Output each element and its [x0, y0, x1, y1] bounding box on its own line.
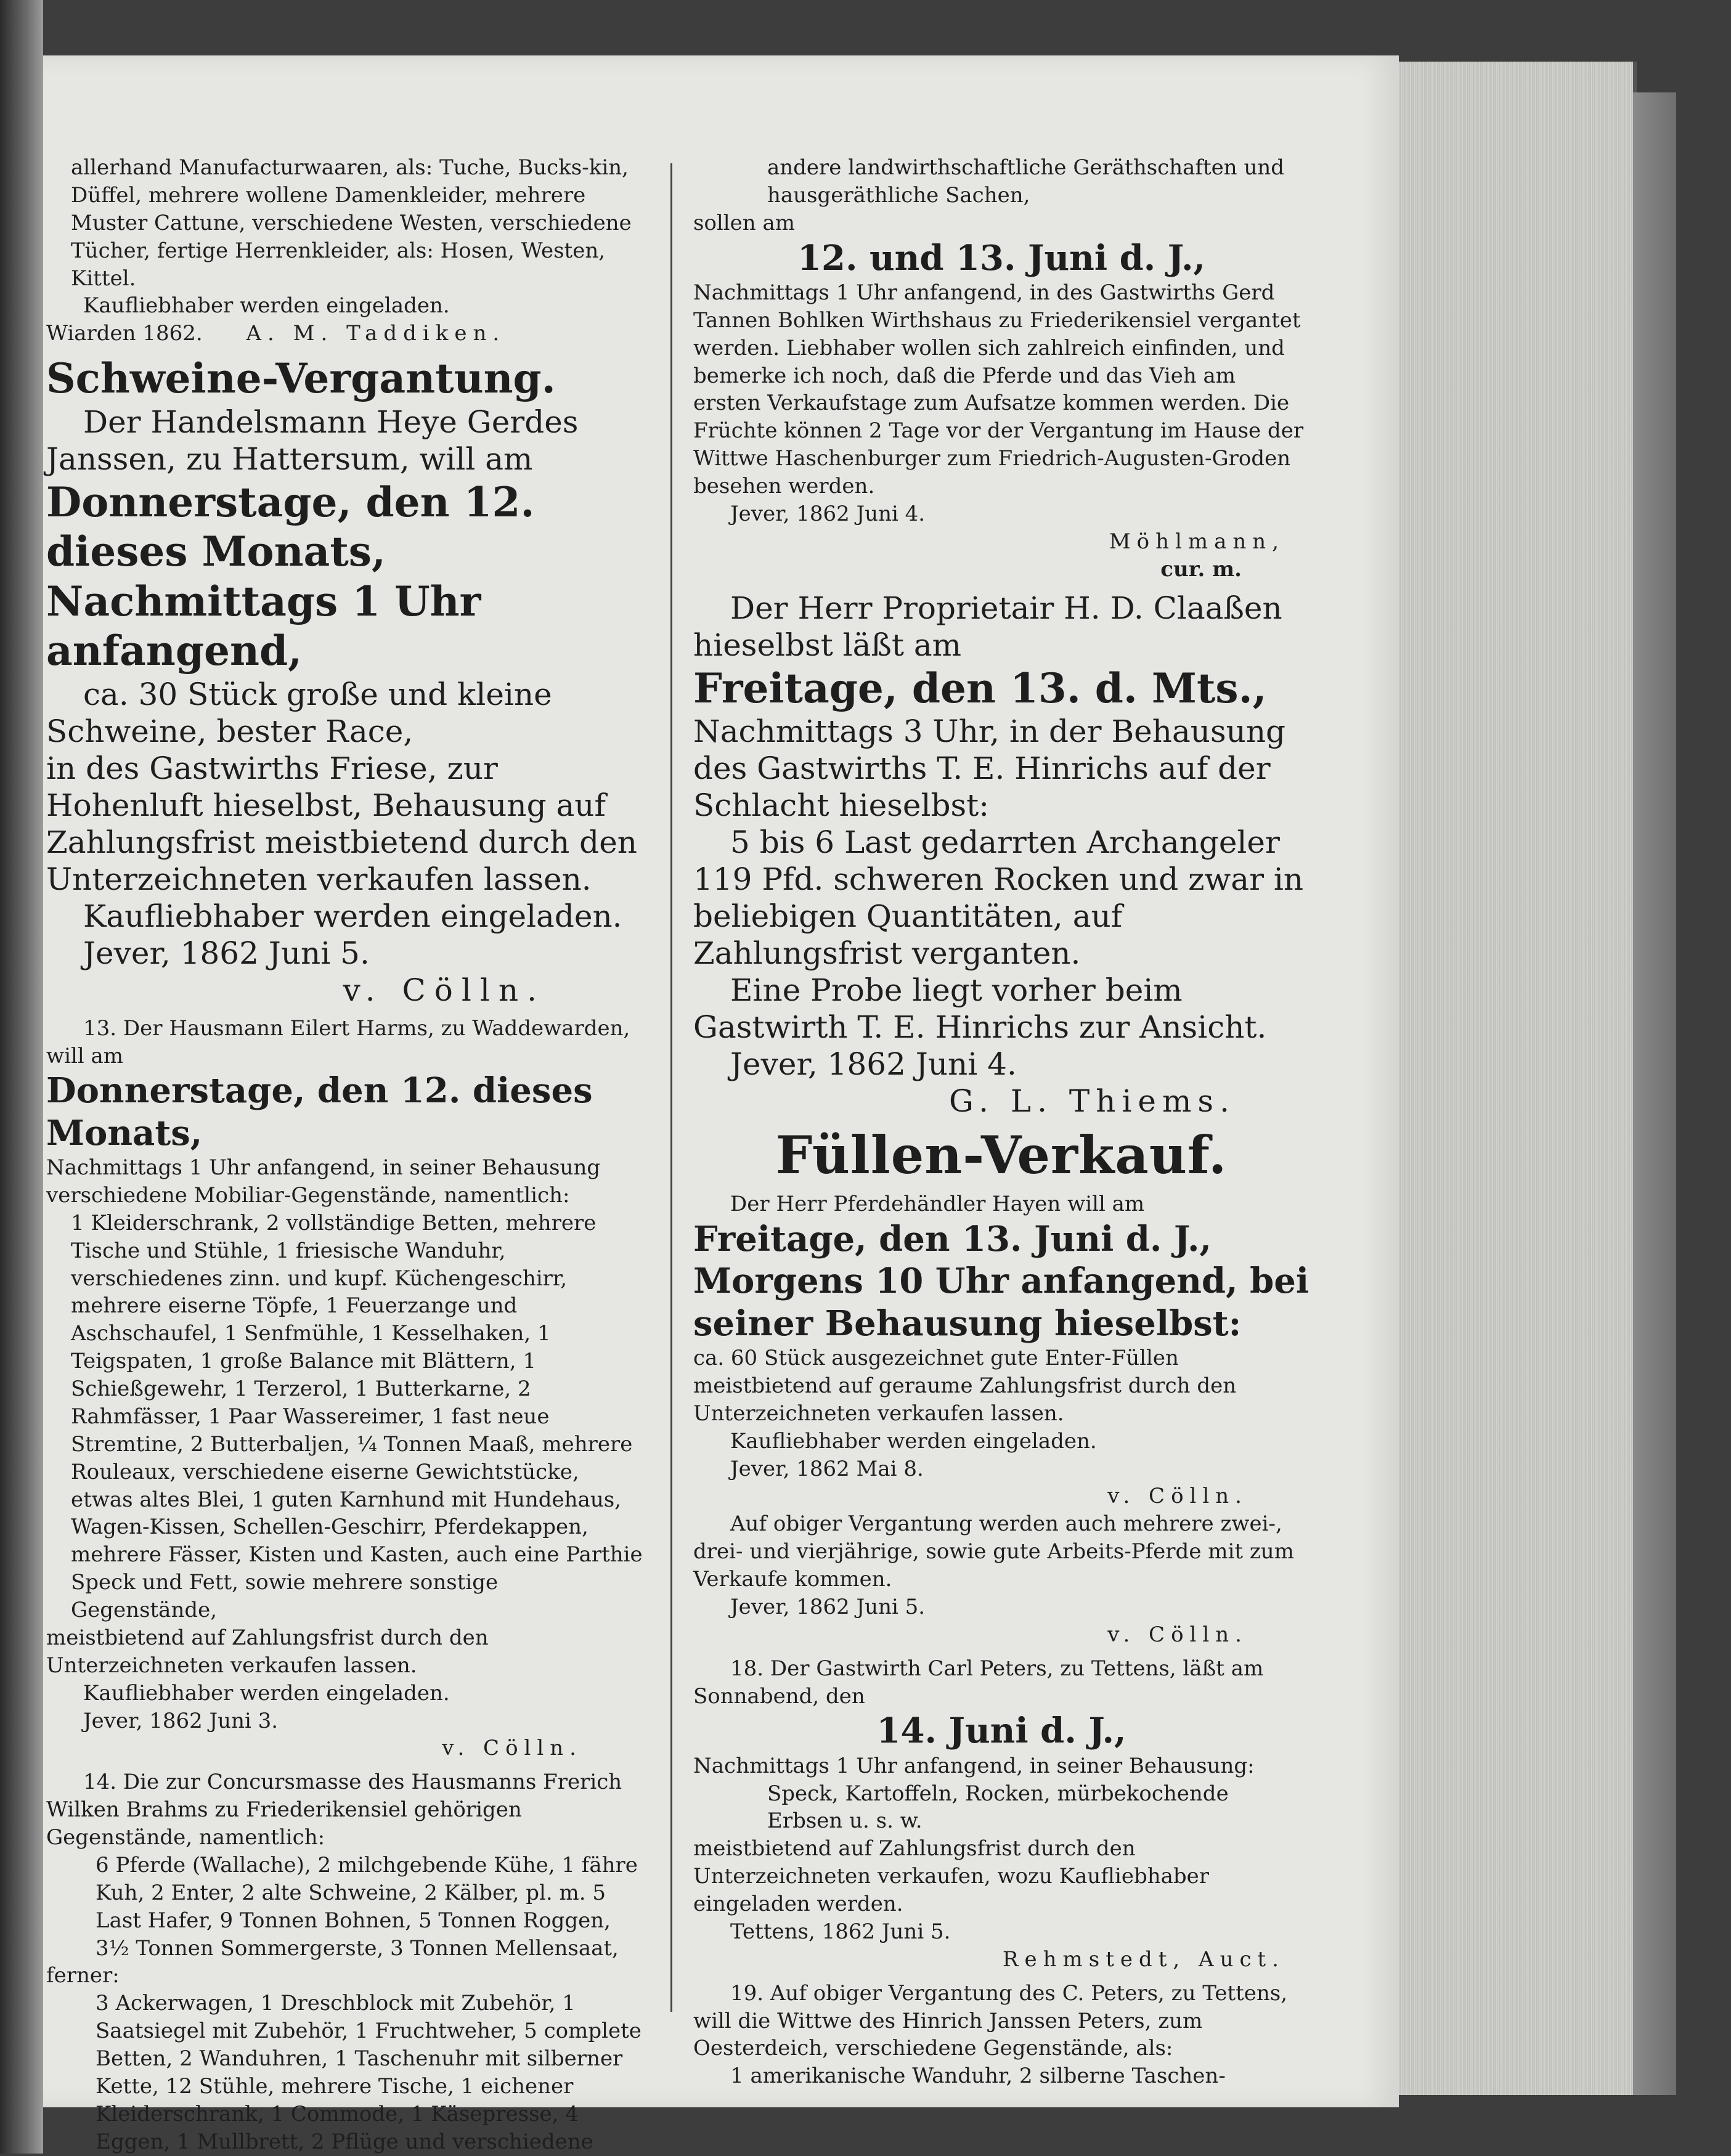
notice-14-items: 6 Pferde (Wallache), 2 milchgebende Kühe, 1 fähre Kuh, 2 Enter, 2 alte Schweine, 2 Kälber, pl. m. 5 Last Hafer, 9 Tonnen Bohnen, 5 Tonnen Roggen, 3½ Tonnen Sommergerste, 3 Tonnen Mellensaat,: [96, 1852, 638, 1961]
notice-13-close: meistbietend auf Zahlungsfrist durch den Unterzeichneten verkaufen lassen.: [46, 1625, 489, 1678]
place-date: Jever, 1862 Juni 4.: [730, 1046, 1017, 1083]
left-column: [46, 154, 644, 2154]
notice-19-items: 1 amerikanische Wanduhr, 2 silberne Taschen-: [730, 2064, 1226, 2089]
notice-18-close: meistbietend auf Zahlungsfrist durch den Unterzeichneten verkaufen, wozu Kaufliebhaber eingeladen werden.: [693, 1836, 1210, 1917]
book-cover: [1633, 92, 1676, 2095]
notice-13-items: 1 Kleiderschrank, 2 vollständige Betten, mehrere Tische und Stühle, 1 friesische Wanduhr, verschiedenes zinn. und kupf. Küchengeschirr, mehrere eiserne Töpfe, 1 Feuerzange und Aschschaufel, 1 Senfmühle, 1 Kesselhaken, 1 Teigspaten, 1 große Balance mit Blättern, 1 Schießgewehr, 1 Terzerol, 1 Butterkarne, 2 Rahmfässer, 1 Paar Wassereimer, 1 fast neue Stremtine, 2 Butterbaljen, ¼ Tonnen Maaß, mehrere Rouleaux, verschiedene eiserne Gewichtstücke, etwas altes Blei, 1 guten Karnhund mit Hundehaus, Wagen-Kissen, Schellen-Geschirr, Pferdekappen, mehrere Fässer, Kisten und Kasten, auch eine Parthie Speck und Fett, sowie mehrere sonstige Gegenstände,: [71, 1210, 643, 1623]
notice-proprietair-intro: Der Herr Proprietair H. D. Claaßen hieselbst läßt am: [693, 590, 1282, 663]
auction-date: Donnerstage, den 12. dieses Monats, Nachmittags 1 Uhr anfangend,: [46, 478, 535, 675]
notice-13-text: Nachmittags 1 Uhr anfangend, in seiner Behausung verschiedene Mobiliar-Gegenstände, namentlich:: [46, 1155, 601, 1208]
heading-fuellen-verkauf: Füllen-Verkauf.: [775, 1125, 1228, 1186]
auction-location: in des Gastwirths Friese, zur Hohenluft hieselbst, Behausung auf Zahlungsfrist meistbietend durch den Unterzeichneten verkaufen lassen.: [46, 750, 637, 897]
invite-text: Kaufliebhaber werden eingeladen.: [83, 293, 450, 319]
notice-18-text: Nachmittags 1 Uhr anfangend, in seiner Behausung:: [693, 1753, 1255, 1778]
signature: v. Cölln.: [343, 972, 545, 1008]
place-date: Jever, 1862 Juni 4.: [730, 501, 926, 526]
notice-14-continued: andere landwirthschaftliche Geräthschaften und hausgeräthliche Sachen,: [767, 155, 1285, 208]
signature: A. M. Taddiken.: [246, 321, 506, 346]
place-date: Jever, 1862 Mai 8.: [730, 1456, 924, 1481]
signature: v. Cölln.: [1107, 1484, 1248, 1509]
notice-18-items: Speck, Kartoffeln, Rocken, mürbekochende Erbsen u. s. w.: [767, 1781, 1229, 1834]
notice-14-sollen: sollen am: [693, 210, 796, 235]
notice-13-date: Donnerstage, den 12. dieses Monats,: [46, 1070, 593, 1153]
signature: G. L. Thiems.: [948, 1083, 1236, 1120]
signature-title: cur. m.: [1160, 556, 1242, 582]
notice-18-intro: 18. Der Gastwirth Carl Peters, zu Tettens, läßt am Sonnabend, den: [693, 1656, 1264, 1709]
notice-19-intro: 19. Auf obiger Vergantung des C. Peters, zu Tettens, will die Wittwe des Hinrich Janssen Peters, zum Oesterdeich, verschiedene Gegenstände, als:: [693, 1980, 1288, 2061]
place-date: Jever, 1862 Juni 3.: [83, 1708, 279, 1733]
invite-text: Kaufliebhaber werden eingeladen.: [83, 898, 622, 934]
notice-fuellen-intro: Der Herr Pferdehändler Hayen will am: [730, 1192, 1145, 1217]
auction-goods: ca. 30 Stück große und kleine Schweine, bester Race,: [46, 676, 552, 749]
notice-fuellen-note: Auf obiger Vergantung werden auch mehrere zwei-, drei- und vierjährige, sowie gute Arbeits-Pferde mit zum Verkaufe kommen.: [693, 1511, 1294, 1592]
previous-page-edge: [0, 0, 43, 2154]
notice-proprietair-time: Nachmittags 3 Uhr, in der Behausung des Gastwirths T. E. Hinrichs auf der Schlacht hieselbst:: [693, 714, 1286, 824]
notice-14-date: 12. und 13. Juni d. J.,: [797, 237, 1205, 279]
notice-18-date: 14. Juni d. J.,: [876, 1711, 1126, 1752]
place-date: Jever, 1862 Juni 5.: [730, 1594, 926, 1619]
notice-14-ferner: ferner:: [46, 1963, 120, 1988]
notice-14-text: Nachmittags 1 Uhr anfangend, in des Gastwirths Gerd Tannen Bohlken Wirthshaus zu Friederikensiel vergantet werden. Liebhaber wollen sich zahlreich einfinden, und bemerke ich noch, daß die Pferde und das Vieh am ersten Verkaufstage zum Aufsatze kommen werden. Die Früchte können 2 Tage vor der Vergantung im Hause der Wittwe Haschenburger zum Friedrich-Augusten-Groden besehen werden.: [693, 280, 1304, 499]
place-date: Tettens, 1862 Juni 5.: [730, 1919, 951, 1944]
invite-text: Kaufliebhaber werden eingeladen.: [730, 1428, 1097, 1454]
book-page-edges: [1399, 62, 1637, 2095]
invite-text: Kaufliebhaber werden eingeladen.: [83, 1680, 450, 1706]
signature-line: [46, 320, 644, 348]
notice-fuellen-text: ca. 60 Stück ausgezeichnet gute Enter-Füllen meistbietend auf geraume Zahlungsfrist durch den Unterzeichneten verkaufen lassen.: [693, 1346, 1237, 1426]
notice-proprietair-probe: Eine Probe liegt vorher beim Gastwirth T. E. Hinrichs zur Ansicht.: [693, 972, 1267, 1046]
notice-proprietair-date: Freitage, den 13. d. Mts.,: [693, 664, 1267, 712]
notice-14-items-2: 3 Ackerwagen, 1 Dreschblock mit Zubehör, 1 Saatsiegel mit Zubehör, 1 Fruchtweher, 5 complete Betten, 2 Wanduhren, 1 Taschenuhr mit silberner Kette, 12 Stühle, mehrere Tische, 1 eichener Kleiderschrank, 1 Commode, 1 Käsepresse, 4 Eggen, 1 Mullbrett, 2 Pflüge und verschiedene: [96, 1991, 641, 2154]
auction-intro: Der Handelsmann Heye Gerdes Janssen, zu Hattersum, will am: [46, 404, 579, 477]
signature: Rehmstedt, Auct.: [1002, 1947, 1285, 1972]
place-date: Wiarden 1862.: [46, 321, 203, 346]
notice-14-intro: 14. Die zur Concursmasse des Hausmanns Frerich Wilken Brahms zu Friederikensiel gehörigen Gegenstände, namentlich:: [46, 1770, 622, 1850]
notice-fuellen-date: Freitage, den 13. Juni d. J., Morgens 10 Uhr anfangend, bei seiner Behausung hieselbst:: [693, 1219, 1309, 1344]
place-date: Jever, 1862 Juni 5.: [83, 935, 370, 971]
signature: v. Cölln.: [442, 1736, 582, 1761]
signature: Möhlmann,: [1109, 529, 1285, 554]
heading-schweine-vergantung: Schweine-Vergantung.: [46, 354, 556, 403]
goods-list: allerhand Manufacturwaaren, als: Tuche, Bucks-kin, Düffel, mehrere wollene Damenkleider, mehrere Muster Cattune, verschiedene Westen, verschiedene Tücher, fertige Herrenkleider, als: Hosen, Westen, Kittel.: [71, 155, 632, 291]
right-column: [693, 154, 1309, 2089]
column-divider: [670, 163, 672, 2012]
notice-proprietair-goods: 5 bis 6 Last gedarrten Archangeler 119 Pfd. schweren Rocken und zwar in beliebigen Quantitäten, auf Zahlungsfrist verganten.: [693, 824, 1304, 972]
notice-13-intro: 13. Der Hausmann Eilert Harms, zu Waddewarden, will am: [46, 1015, 630, 1068]
signature: v. Cölln.: [1107, 1622, 1248, 1647]
